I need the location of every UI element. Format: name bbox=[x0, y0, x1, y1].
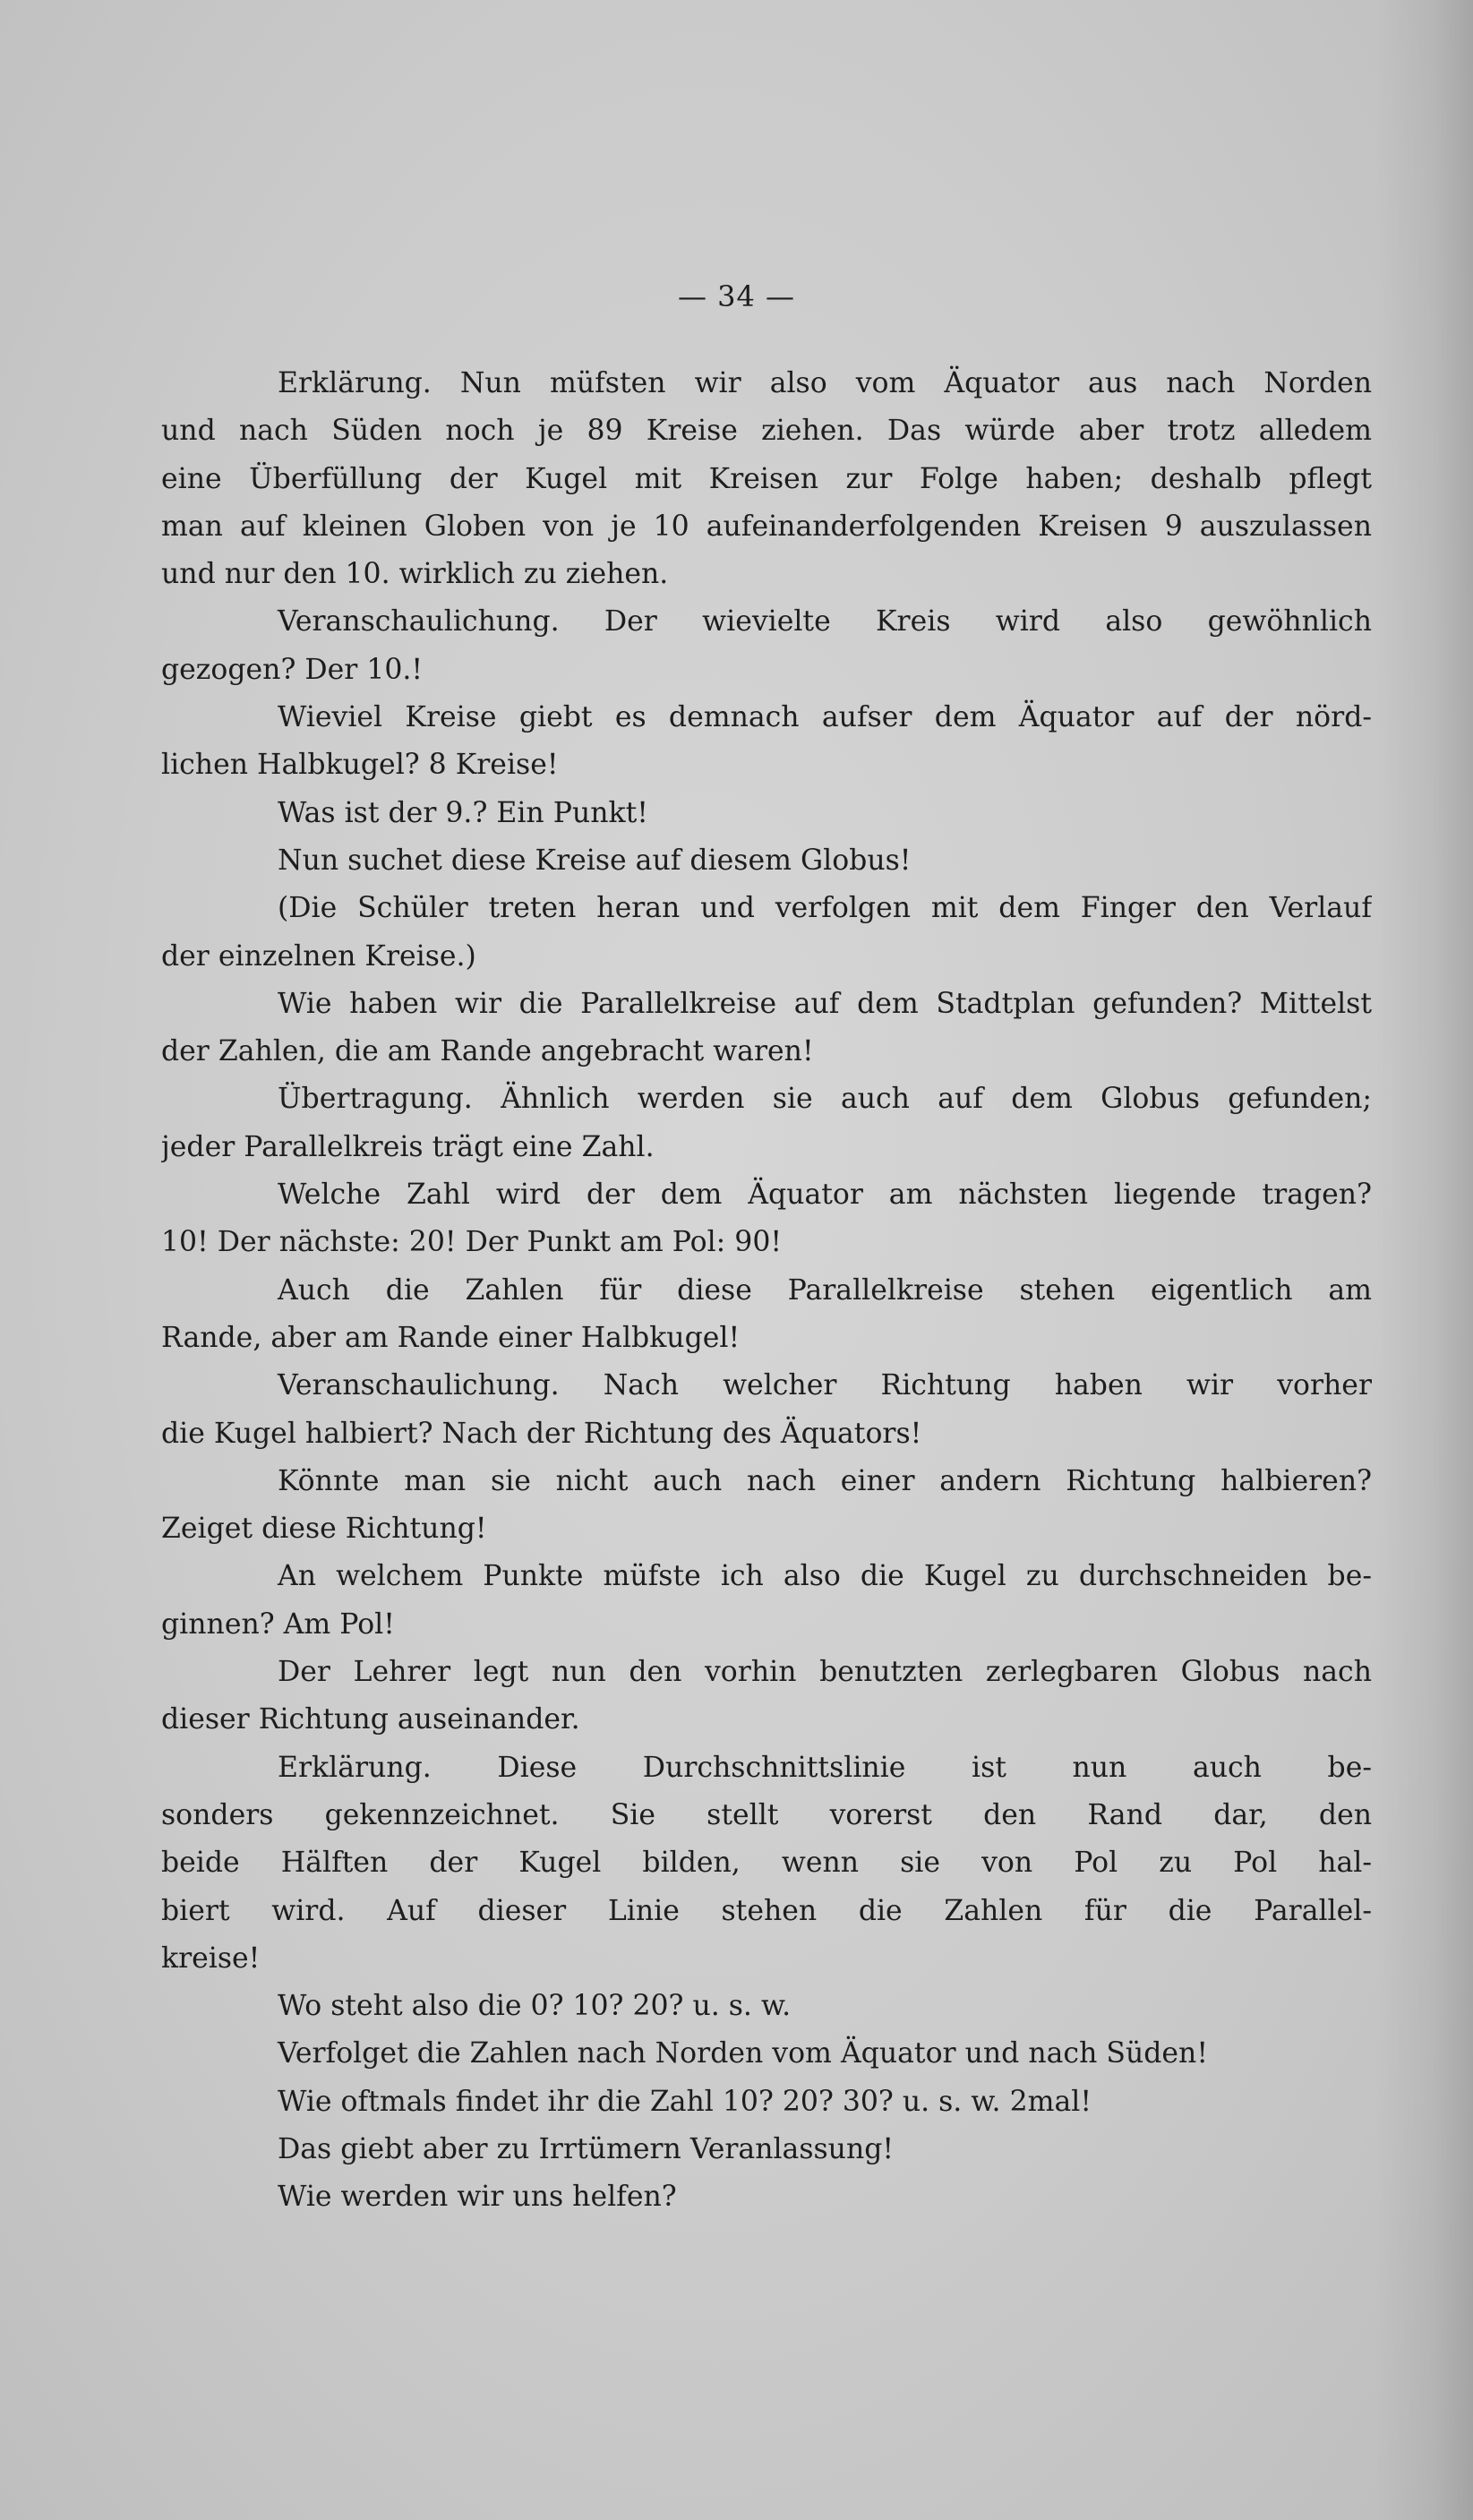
text-line: ginnen? Am Pol! bbox=[161, 1607, 395, 1641]
page-number: — 34 — bbox=[677, 279, 796, 313]
text-line: Veranschaulichung. Der wievielte Kreis wird also gewöhnlich bbox=[278, 605, 1372, 639]
text-line: dieser Richtung auseinander. bbox=[161, 1703, 580, 1736]
text-line: Das giebt aber zu Irrtümern Veranlassung! bbox=[278, 2132, 895, 2165]
text-line: eine Überfüllung der Kugel mit Kreisen zur Folge haben; deshalb pflegt bbox=[161, 462, 1372, 495]
text-line: Veranschaulichung. Nach welcher Richtung haben wir vorher bbox=[278, 1369, 1372, 1402]
body-text bbox=[161, 360, 1372, 2222]
text-line: Welche Zahl wird der dem Äquator am nächsten liegende tragen? bbox=[278, 1179, 1372, 1212]
text-line: Übertragung. Ähnlich werden sie auch auf dem Globus gefunden; bbox=[278, 1083, 1372, 1116]
text-line: kreise! bbox=[161, 1941, 261, 1975]
text-line: Rande, aber am Rande einer Halbkugel! bbox=[161, 1321, 741, 1354]
text-line: die Kugel halbiert? Nach der Richtung des Äquators! bbox=[161, 1417, 922, 1450]
text-line: Verfolget die Zahlen nach Norden vom Äquator und nach Süden! bbox=[278, 2037, 1208, 2070]
text-line: und nach Süden noch je 89 Kreise ziehen. Das würde aber trotz alledem bbox=[161, 415, 1372, 448]
text-line: jeder Parallelkreis trägt eine Zahl. bbox=[161, 1130, 655, 1163]
text-line: sonders gekennzeichnet. Sie stellt vorerst den Rand dar, den bbox=[161, 1798, 1372, 1831]
text-line: biert wird. Auf dieser Linie stehen die Zahlen für die Parallel- bbox=[161, 1894, 1372, 1927]
text-line: man auf kleinen Globen von je 10 aufeinanderfolgenden Kreisen 9 auszulassen bbox=[161, 510, 1372, 543]
text-line: Der Lehrer legt nun den vorhin benutzten zerlegbaren Globus nach bbox=[278, 1656, 1372, 1689]
page-edge-shadow bbox=[1375, 0, 1473, 2520]
text-line: Wie oftmals findet ihr die Zahl 10? 20? 30? u. s. w. 2mal! bbox=[278, 2085, 1092, 2118]
text-line: gezogen? Der 10.! bbox=[161, 653, 424, 686]
text-line: der Zahlen, die am Rande angebracht waren! bbox=[161, 1035, 814, 1068]
text-line: Wo steht also die 0? 10? 20? u. s. w. bbox=[278, 1990, 792, 2023]
text-line: An welchem Punkte müfste ich also die Kugel zu durchschneiden be- bbox=[278, 1560, 1372, 1593]
text-line: der einzelnen Kreise.) bbox=[161, 939, 476, 973]
text-line: (Die Schüler treten heran und verfolgen mit dem Finger den Verlauf bbox=[278, 892, 1372, 925]
text-line: lichen Halbkugel? 8 Kreise! bbox=[161, 749, 559, 782]
text-line: und nur den 10. wirklich zu ziehen. bbox=[161, 558, 669, 591]
text-line: Wie werden wir uns helfen? bbox=[278, 2181, 677, 2214]
text-line: Zeiget diese Richtung! bbox=[161, 1513, 487, 1546]
text-line: Was ist der 9.? Ein Punkt! bbox=[278, 796, 648, 829]
text-line: Wieviel Kreise giebt es demnach aufser dem Äquator auf der nörd- bbox=[278, 701, 1372, 734]
text-line: beide Hälften der Kugel bilden, wenn sie von Pol zu Pol hal- bbox=[161, 1847, 1372, 1880]
text-line: Wie haben wir die Parallelkreise auf dem Stadtplan gefunden? Mittelst bbox=[278, 987, 1372, 1020]
text-line: Erklärung. Diese Durchschnittslinie ist nun auch be- bbox=[278, 1751, 1372, 1784]
text-line: Nun suchet diese Kreise auf diesem Globus! bbox=[278, 844, 912, 877]
text-line: 10! Der nächste: 20! Der Punkt am Pol: 90! bbox=[161, 1226, 783, 1259]
text-line: Auch die Zahlen für diese Parallelkreise stehen eigentlich am bbox=[278, 1273, 1372, 1307]
text-line: Könnte man sie nicht auch nach einer andern Richtung halbieren? bbox=[278, 1464, 1372, 1497]
text-line: Erklärung. Nun müfsten wir also vom Äquator aus nach Norden bbox=[278, 367, 1372, 399]
